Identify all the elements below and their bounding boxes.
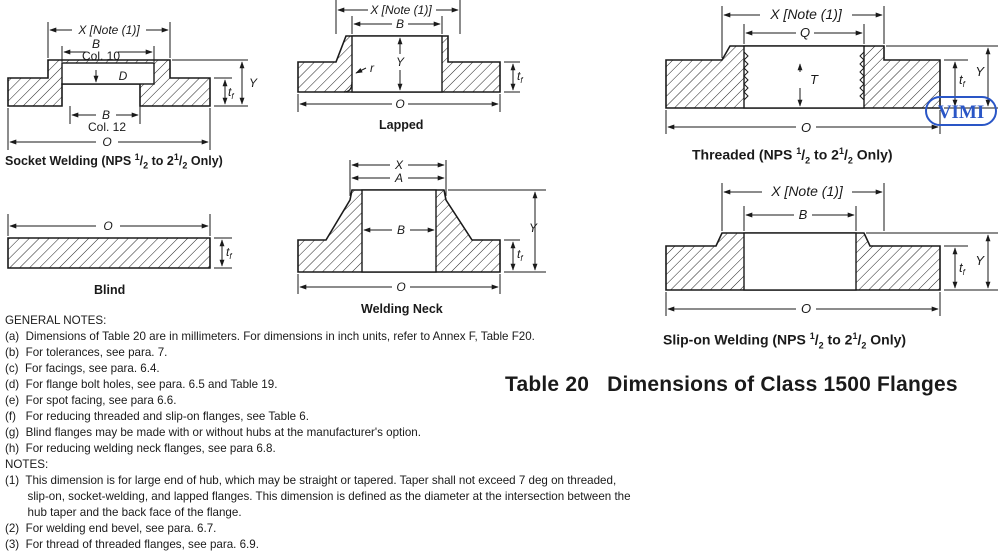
blind-o-label: O bbox=[103, 219, 113, 233]
sw-col12-label: Col. 12 bbox=[87, 120, 127, 134]
so-b-label: B bbox=[798, 207, 808, 222]
blind-caption: Blind bbox=[94, 283, 126, 297]
lap-r-label: r bbox=[370, 61, 374, 75]
wn-o-label: O bbox=[396, 280, 406, 294]
general-note: (a) Dimensions of Table 20 are in millimeters. For dimensions in inch units, refer to Annex F, Table F20. bbox=[5, 330, 535, 343]
blind-tf-label: $t_f$ bbox=[226, 245, 232, 261]
general-note: (f) For reducing threaded and slip-on flanges, see Table 6. bbox=[5, 410, 309, 423]
vimi-logo: VIMI bbox=[925, 96, 997, 126]
so-y-label: Y bbox=[975, 253, 984, 268]
lap-x-label: X [Note (1)] bbox=[370, 3, 432, 17]
thr-x-label: X [Note (1)] bbox=[770, 6, 842, 22]
lap-tf-label: $t_f$ bbox=[517, 69, 523, 85]
general-note: (g) Blind flanges may be made with or without hubs at the manufacturer's option. bbox=[5, 426, 421, 439]
sw-d-label: D bbox=[118, 69, 128, 83]
sw-b-bot-label: B bbox=[101, 108, 111, 122]
thr-y-label: Y bbox=[975, 64, 984, 79]
thr-q-label: Q bbox=[799, 25, 811, 40]
sw-b-top-label: B bbox=[91, 37, 101, 51]
socket-welding-caption: Socket Welding (NPS $^1/_2$ to $2^1/_2$ Only) bbox=[5, 152, 223, 171]
note: (2) For welding end bevel, see para. 6.7. bbox=[5, 522, 217, 535]
so-x-label: X [Note (1)] bbox=[771, 183, 843, 199]
thr-t-label: T bbox=[810, 72, 818, 87]
note: (1) This dimension is for large end of hub, which may be straight or tapered. Taper shall not exceed 7 deg on threaded, bbox=[5, 474, 617, 487]
threaded-caption: Threaded (NPS $^1/_2$ to $2^1/_2$ Only) bbox=[692, 146, 893, 166]
notes-heading: NOTES: bbox=[5, 458, 49, 471]
lap-o-label: O bbox=[395, 97, 405, 111]
thr-o-label: O bbox=[800, 120, 812, 135]
table-number: Table 20 bbox=[505, 373, 590, 396]
sw-x-label: X [Note (1)] bbox=[78, 23, 140, 37]
socket-welding-view bbox=[8, 22, 248, 150]
lap-y-label: Y bbox=[395, 55, 405, 69]
slip-on-caption: Slip-on Welding (NPS $^1/_2$ to $2^1/_2$ Only) bbox=[663, 331, 907, 351]
table-name: Dimensions of Class 1500 Flanges bbox=[607, 373, 958, 396]
general-note: (d) For flange bolt holes, see para. 6.5 and Table 19. bbox=[5, 378, 278, 391]
sw-col10-label: Col. 10 bbox=[81, 49, 121, 63]
sw-o-label: O bbox=[102, 135, 112, 149]
general-note: (e) For spot facing, see para 6.6. bbox=[5, 394, 177, 407]
note: hub taper and the back face of the flange. bbox=[5, 506, 242, 519]
welding-neck-view bbox=[298, 160, 546, 294]
wn-y-label: Y bbox=[529, 221, 538, 235]
so-tf-label: $t_f$ bbox=[959, 260, 965, 277]
blind-view bbox=[8, 214, 232, 268]
note: (3) For thread of threaded flanges, see para. 6.9. bbox=[5, 538, 259, 551]
general-notes bbox=[5, 313, 631, 553]
wn-x-label: X bbox=[394, 158, 404, 172]
general-notes-heading: GENERAL NOTES: bbox=[5, 314, 107, 327]
lap-b-label: B bbox=[395, 17, 405, 31]
thr-tf-label: $t_f$ bbox=[959, 72, 965, 89]
sw-y-label: Y bbox=[249, 76, 258, 90]
wn-b-label: B bbox=[396, 223, 406, 237]
lapped-caption: Lapped bbox=[379, 118, 424, 132]
wn-tf-label: $t_f$ bbox=[517, 247, 523, 263]
welding-neck-caption: Welding Neck bbox=[361, 302, 443, 316]
general-note: (c) For facings, see para. 6.4. bbox=[5, 362, 160, 375]
slip-on-view bbox=[666, 183, 998, 316]
sw-tf-label: $t_f$ bbox=[228, 85, 234, 101]
general-note: (b) For tolerances, see para. 7. bbox=[5, 346, 168, 359]
note: slip-on, socket-welding, and lapped flanges. This dimension is defined as the diameter at the intersection between the bbox=[5, 490, 631, 503]
so-o-label: O bbox=[800, 301, 812, 316]
wn-a-label: A bbox=[394, 171, 404, 185]
general-note: (h) For reducing welding neck flanges, see para 6.8. bbox=[5, 442, 276, 455]
